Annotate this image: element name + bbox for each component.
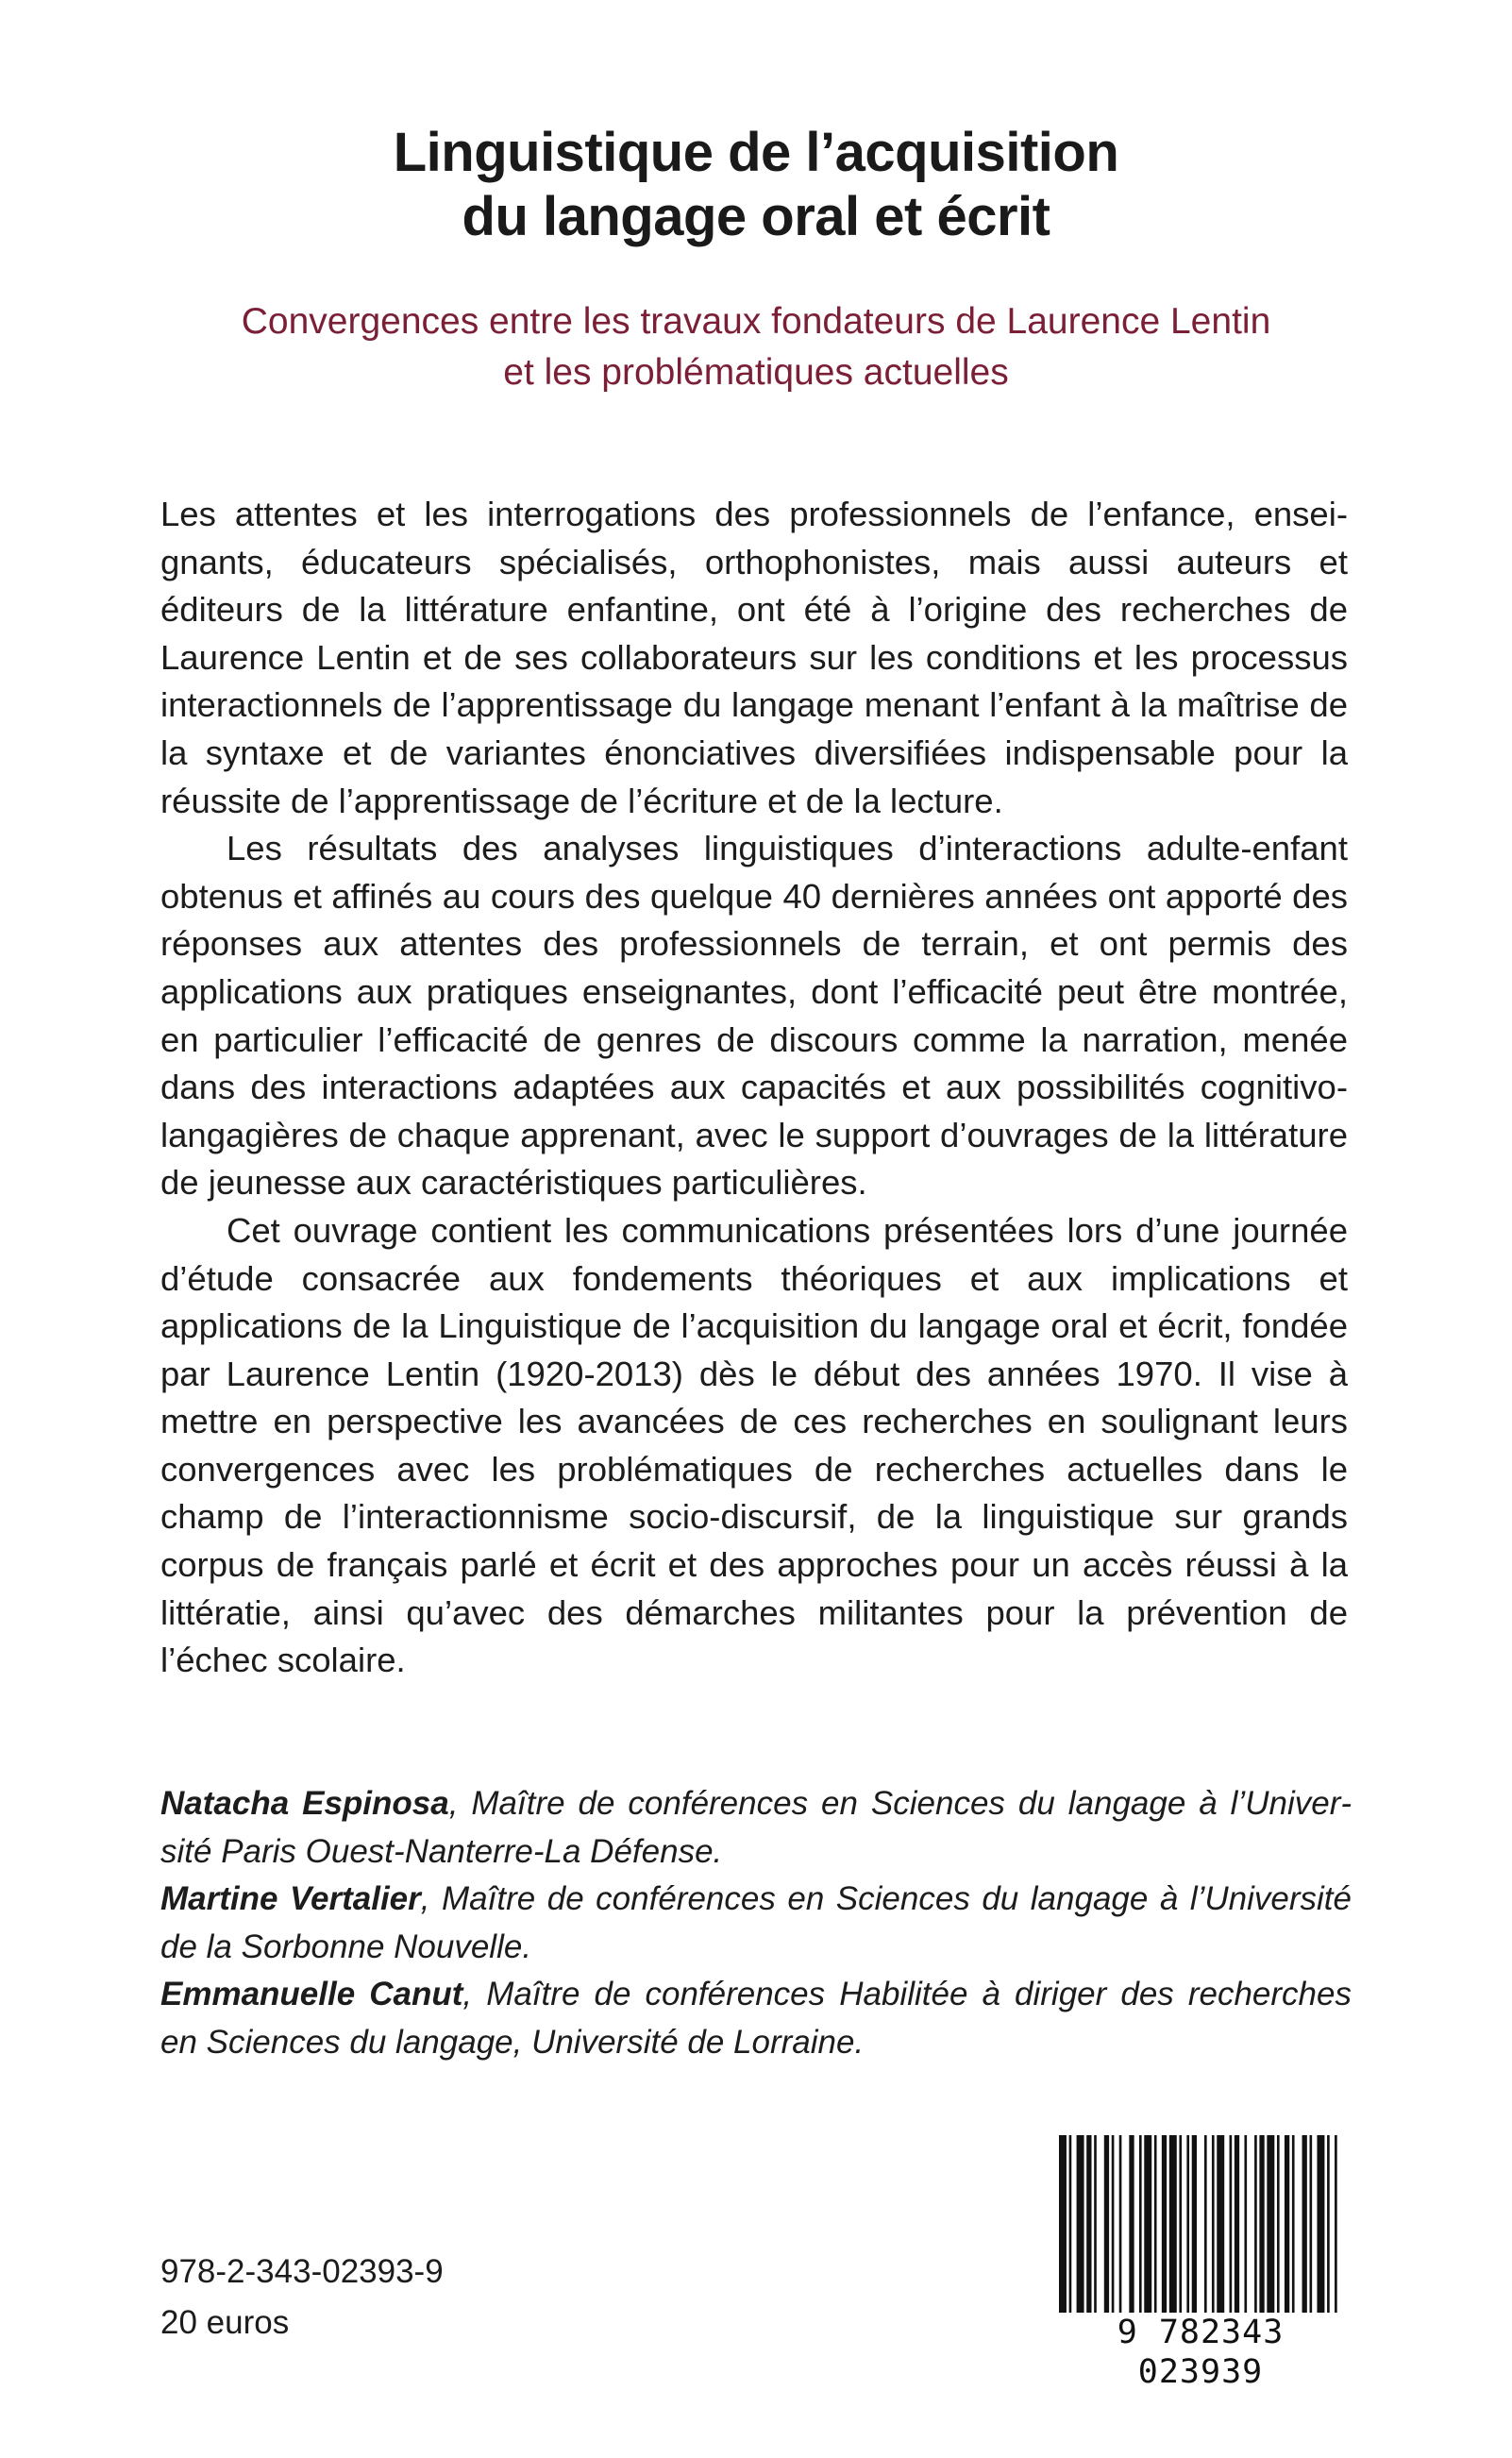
- book-subtitle-line-2: et les problématiques actuelles: [503, 352, 1009, 393]
- editor-role: , Maître de conférences en Sciences du langage à l’Université Paris Ouest-Nanterre-La Défense.: [160, 1785, 1352, 1870]
- barcode-bar: [1267, 2135, 1274, 2324]
- barcode-bar: [1119, 2135, 1122, 2324]
- barcode-bar: [1139, 2135, 1142, 2324]
- barcode-bar: [1186, 2135, 1189, 2324]
- barcode-bar: [1104, 2135, 1109, 2324]
- editor-role: , Maître de conférences en Sciences du langage à l’Université de la Sorbonne Nouvelle.: [160, 1880, 1352, 1965]
- barcode-bar: [1292, 2135, 1295, 2324]
- barcode-bar: [1327, 2135, 1330, 2324]
- isbn-block: [160, 2247, 444, 2349]
- price: 20 euros: [160, 2304, 290, 2341]
- barcode-bar: [1192, 2135, 1197, 2324]
- barcode-digits: 9 782343 023939: [1050, 2313, 1352, 2392]
- barcode-bar: [1094, 2135, 1097, 2324]
- book-title-line-1: Linguistique de l’acquisition: [393, 122, 1119, 183]
- barcode-bar: [1162, 2135, 1167, 2324]
- editors-list: [160, 1780, 1352, 2066]
- barcode-bar: [1144, 2135, 1151, 2324]
- barcode: [1050, 2135, 1352, 2391]
- barcode-bar: [1059, 2135, 1067, 2324]
- barcode-bar: [1179, 2135, 1182, 2324]
- summary-text: [160, 491, 1348, 1685]
- book-subtitle: [0, 296, 1512, 398]
- barcode-bar: [1244, 2135, 1247, 2324]
- barcode-bar: [1129, 2135, 1134, 2324]
- editor-entry: [160, 1780, 1352, 1876]
- barcode-bar: [1335, 2135, 1337, 2324]
- barcode-bar: [1086, 2135, 1091, 2324]
- editor-entry: [160, 1971, 1352, 2066]
- barcode-bar: [1317, 2135, 1324, 2324]
- editor-name: Natacha Espinosa: [160, 1785, 449, 1822]
- barcode-bar: [1212, 2135, 1215, 2324]
- summary-paragraph-3: Cet ouvrage contient les communications présentées lors d’une journée d’étude consacrée aux fondements théoriques et aux implications et applications de la Linguistique de l’acquisition du langage oral et écrit, fondée par Laurence Lentin (1920-2013) dès le début des années 1970. Il vise à mettre en perspective les avancées de ces recherches en soulignant leurs convergences avec les problématiques de recherches actuelles dans le champ de l’interactionnisme socio-discursif, de la linguistique sur grands corpus de français parlé et écrit et des approches pour un accès réussi à la littératie, ainsi qu’avec des démarches militantes pour la prévention de l’échec scolaire.: [160, 1210, 1348, 1680]
- editor-entry: [160, 1876, 1352, 1971]
- book-title-line-2: du langage oral et écrit: [462, 186, 1050, 247]
- barcode-bar: [1154, 2135, 1157, 2324]
- editor-role: , Maître de conférences Habilitée à diriger des recherches en Sciences du langage, Université de Lorraine.: [160, 1976, 1352, 2061]
- barcode-bar: [1254, 2135, 1257, 2324]
- isbn-number: 978-2-343-02393-9: [160, 2253, 444, 2290]
- barcode-bar: [1285, 2135, 1289, 2324]
- barcode-bar: [1302, 2135, 1307, 2324]
- barcode-bar: [1277, 2135, 1280, 2324]
- barcode-bar: [1309, 2135, 1312, 2324]
- barcode-bars: [1050, 2135, 1352, 2324]
- barcode-bar: [1077, 2135, 1084, 2324]
- barcode-bar: [1230, 2135, 1233, 2324]
- editor-name: Martine Vertalier: [160, 1880, 421, 1917]
- barcode-bar: [1217, 2135, 1224, 2324]
- barcode-bar: [1169, 2135, 1177, 2324]
- barcode-bar: [1112, 2135, 1115, 2324]
- book-title: [0, 121, 1512, 249]
- barcode-bar: [1259, 2135, 1264, 2324]
- editor-name: Emmanuelle Canut: [160, 1976, 463, 2012]
- barcode-bar: [1204, 2135, 1207, 2324]
- barcode-bar: [1069, 2135, 1072, 2324]
- book-subtitle-line-1: Convergences entre les travaux fondateurs de Laurence Lentin: [241, 301, 1271, 342]
- barcode-bar: [1235, 2135, 1239, 2324]
- summary-paragraph-2: Les résultats des analyses linguistiques d’interactions adulte-enfant obtenus et affinés au cours des quelque 40 dernières années ont apporté des réponses aux attentes des professionnels de terrain, et ont permis des applications aux pratiques enseignantes, dont l’efficacité peut être montrée, en particulier l’efficacité de genres de discours comme la narration, menée dans des interactions adaptées aux capacités et aux possibilités cognitivo-langagières de chaque apprenant, avec le support d’ouvrages de la littérature de jeunesse aux caractéristiques particulières.: [160, 829, 1348, 1203]
- summary-paragraph-1: Les attentes et les interrogations des professionnels de l’enfance, enseignants, éducateurs spécialisés, orthophonistes, mais aussi auteurs et éditeurs de la littérature enfantine, ont été à l’origine des recherches de Laurence Lentin et de ses collaborateurs sur les conditions et les processus interactionnels de l’apprentissage du langage menant l’enfant à la maîtrise de la syntaxe et de variantes énonciatives diversifiées indispensable pour la réussite de l’apprentissage de l’écriture et de la lecture.: [160, 495, 1348, 820]
